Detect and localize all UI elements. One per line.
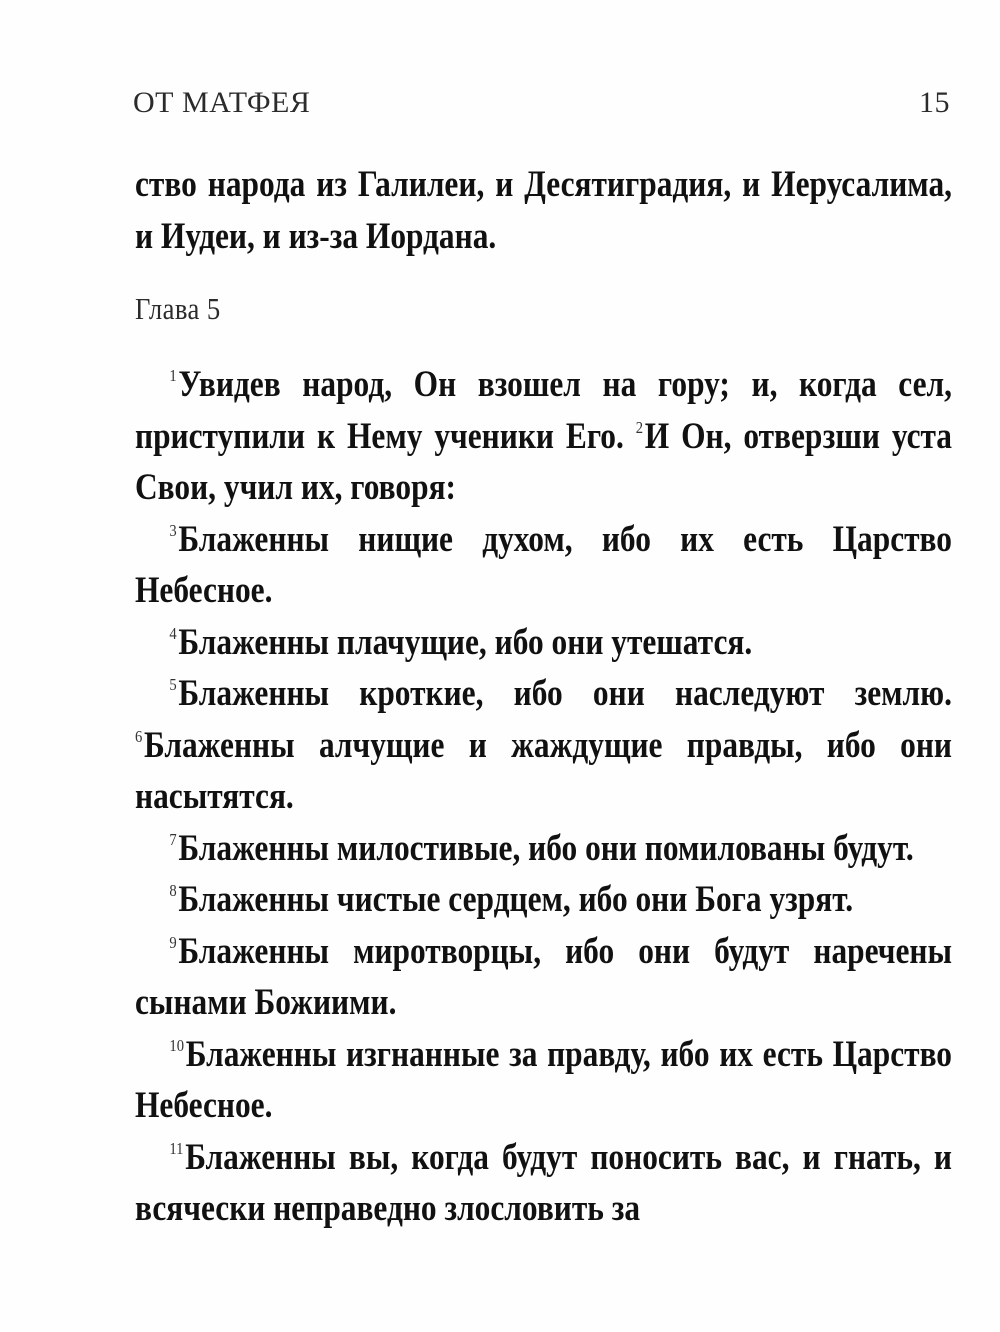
verse-number: 4 bbox=[169, 623, 177, 643]
page-number: 15 bbox=[919, 86, 950, 119]
verse-number: 11 bbox=[169, 1138, 184, 1158]
verse-text: Блаженны миротворцы, ибо они будут наречены сынами Божиими. bbox=[135, 929, 952, 1022]
verse-paragraph bbox=[135, 822, 952, 874]
verse-text: Блаженны чистые сердцем, ибо они Бога узрят. bbox=[178, 878, 854, 919]
verse-text: Блаженны милостивые, ибо они помилованы будут. bbox=[178, 826, 914, 868]
verse-paragraph bbox=[135, 358, 952, 513]
verse-text: Блаженны вы, когда будут поносить вас, и гнать, и всячески неправедно злословить за bbox=[135, 1135, 952, 1228]
verse-text: И Он, отверзши уста Свои, учил их, говоря: bbox=[135, 414, 952, 507]
verse-text: Блаженны изгнанные за правду, ибо их есть Царство Небесное. bbox=[135, 1032, 953, 1125]
page-body bbox=[135, 158, 952, 1234]
verse-text: Блаженны нищие духом, ибо их есть Царство Небесное. bbox=[135, 517, 952, 610]
verse-paragraph bbox=[135, 513, 952, 616]
verse-text: Блаженны кроткие, ибо они наследуют землю. bbox=[178, 672, 952, 713]
verse-number: 3 bbox=[169, 520, 177, 540]
verse-number: 5 bbox=[169, 675, 177, 694]
verse-paragraph bbox=[135, 873, 952, 925]
verse-text: Блаженны алчущие и жаждущие правды, ибо они насытятся. bbox=[135, 723, 952, 816]
chapter-heading: Глава 5 bbox=[135, 291, 221, 326]
verse-paragraph bbox=[135, 616, 952, 668]
verse-paragraph bbox=[135, 1131, 952, 1234]
verse-number: 2 bbox=[635, 417, 644, 437]
verse-number: 1 bbox=[169, 366, 177, 385]
verse-number: 10 bbox=[169, 1035, 185, 1055]
verse-text: Увидев народ, Он взошел на гору; и, когда сел, приступили к Нему ученики Его. bbox=[135, 363, 952, 456]
book-title: ОТ МАТФЕЯ bbox=[133, 86, 311, 119]
verse-paragraph bbox=[135, 1028, 952, 1131]
verse-number: 8 bbox=[169, 881, 177, 900]
verse-text: Блаженны плачущие, ибо они утешатся. bbox=[178, 620, 753, 662]
verse-number: 6 bbox=[135, 726, 143, 746]
verse-number: 7 bbox=[169, 829, 177, 849]
verse-number: 9 bbox=[169, 932, 177, 952]
verse-paragraph bbox=[135, 667, 952, 822]
verse-paragraph bbox=[135, 925, 952, 1028]
intro-paragraph: ство народа из Галилеи, и Десятиградия, и Иерусалима, и Иудеи, и из-за Иордана. bbox=[135, 163, 952, 256]
